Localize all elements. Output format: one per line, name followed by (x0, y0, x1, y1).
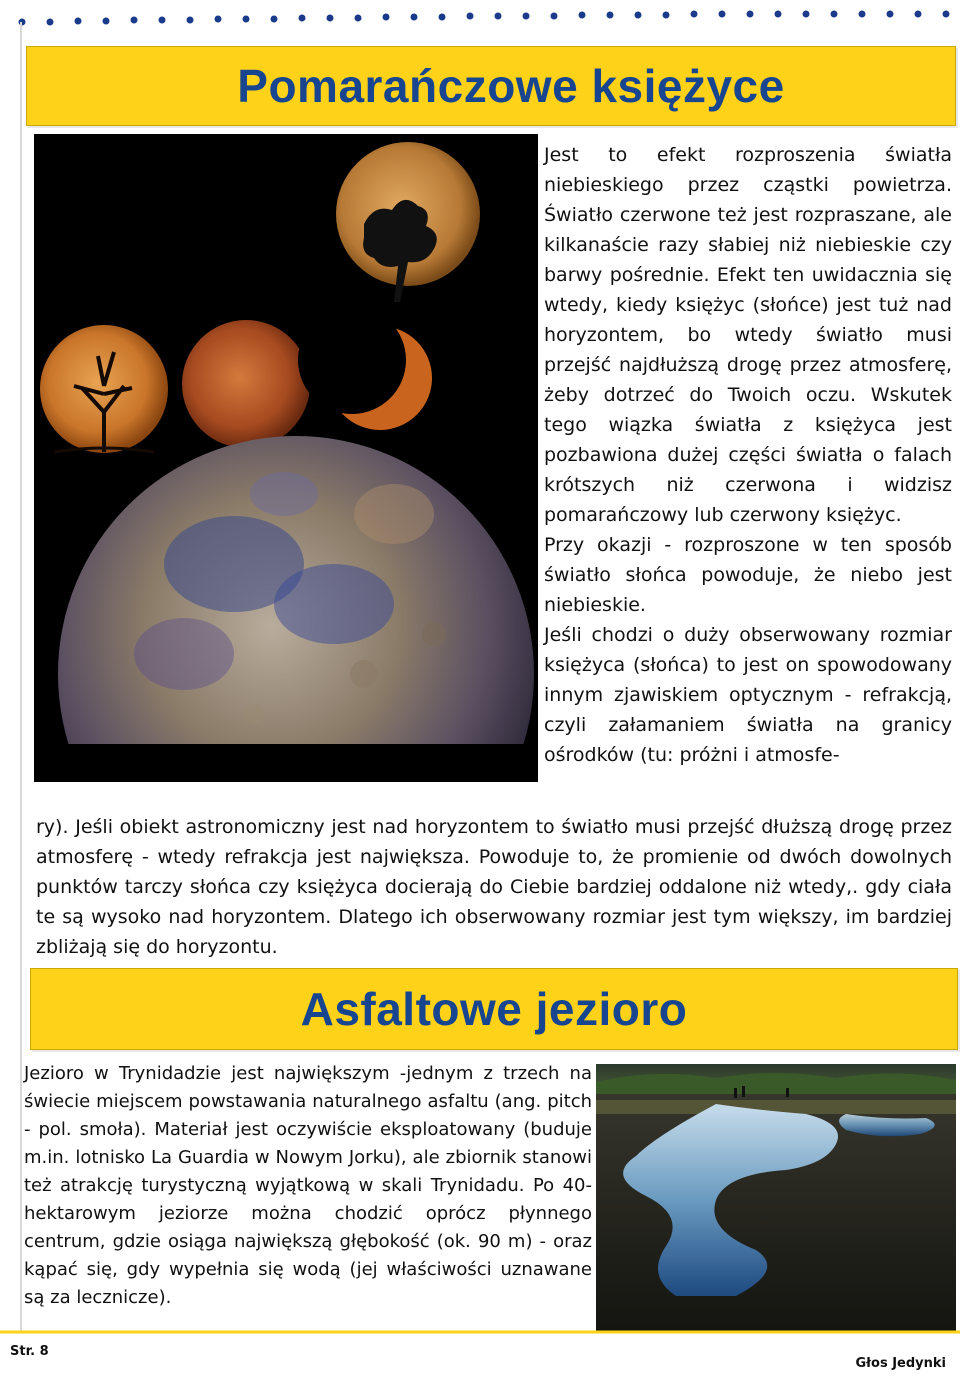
section-title-banner (30, 968, 958, 1050)
page-number: Str. 8 (10, 1344, 49, 1359)
paragraph: Przy okazji - rozproszone w ten sposób światło słońca powoduje, że niebo jest niebieskie. (544, 534, 952, 616)
footer-line (0, 1330, 960, 1360)
paragraph: Jest to efekt rozproszenia światła niebieskiego przez cząstki powietrza. Światło czerwone też jest rozpraszane, ale kilkanaście razy słabiej niż niebieskie czy barwy pośrednie. Efekt ten uwidacznia się wtedy, kiedy księżyc (słońce) jest tuż nad horyzontem, bo wtedy światło musi przejść najdłuższą drogę przez atmosferę, żeby dotrzeć do Twoich oczu. Wskutek tego wiązka światła z księżyca jest pozbawiona dużej części światła o falach krótszych niż czerwona i widzisz pomarańczowy lub czerwony księżyc. (544, 144, 952, 526)
dotted-border (0, 0, 960, 40)
section2-text: Jezioro w Trynidadzie jest największym -jednym z trzech na świecie miejscem powstawania naturalnego asfaltu (ang. pitch - pol. smoła). Materiał jest oczywiście eksploatowany (buduje m.in. lotnisko La Guardia w Nowym Jorku), ale zbiornik stanowi też atrakcję turystyczną wyjątkową w skali Trynidadu. Po 40-hektarowym jeziorze można chodzić oprócz płynnego centrum, gdzie osiąga największą głębokość (ok. 90 m) - oraz kąpać się, gdy wypełnia się wodą (jej właściwości uznawane są za lecznicze). (24, 1063, 592, 1308)
moon-collage-image (34, 134, 538, 782)
section-title-banner (26, 46, 956, 126)
asphalt-lake-image (596, 1064, 956, 1332)
section1-text-column (544, 140, 952, 770)
paragraph: Jeśli chodzi o duży obserwowany rozmiar księżyca (słońca) to jest on spowodowany innym zjawiskiem optycznym - refrakcją, czyli załamaniem światła na granicy ośrodków (tu: próżni i atmosfe- (544, 624, 952, 766)
magazine-name: Głos Jedynki (855, 1356, 946, 1371)
section1-continuation: ry). Jeśli obiekt astronomiczny jest nad horyzontem to światło musi przejść dłuższą drogę przez atmosferę - wtedy refrakcja jest największa. Powoduje to, że promienie od dwóch dowolnych punktów tarczy słońca czy księżyca docierają do Ciebie bardziej oddalone niż wtedy,. gdy ciała te są wysoko nad horyzontem. Dlatego ich obserwowany rozmiar jest tym większy, im bardziej zbliżają się do horyzontu. (36, 816, 952, 958)
section-title: Asfaltowe jezioro (300, 983, 688, 1035)
section-title: Pomarańczowe księżyce (237, 60, 785, 112)
left-border-line (20, 22, 22, 1332)
